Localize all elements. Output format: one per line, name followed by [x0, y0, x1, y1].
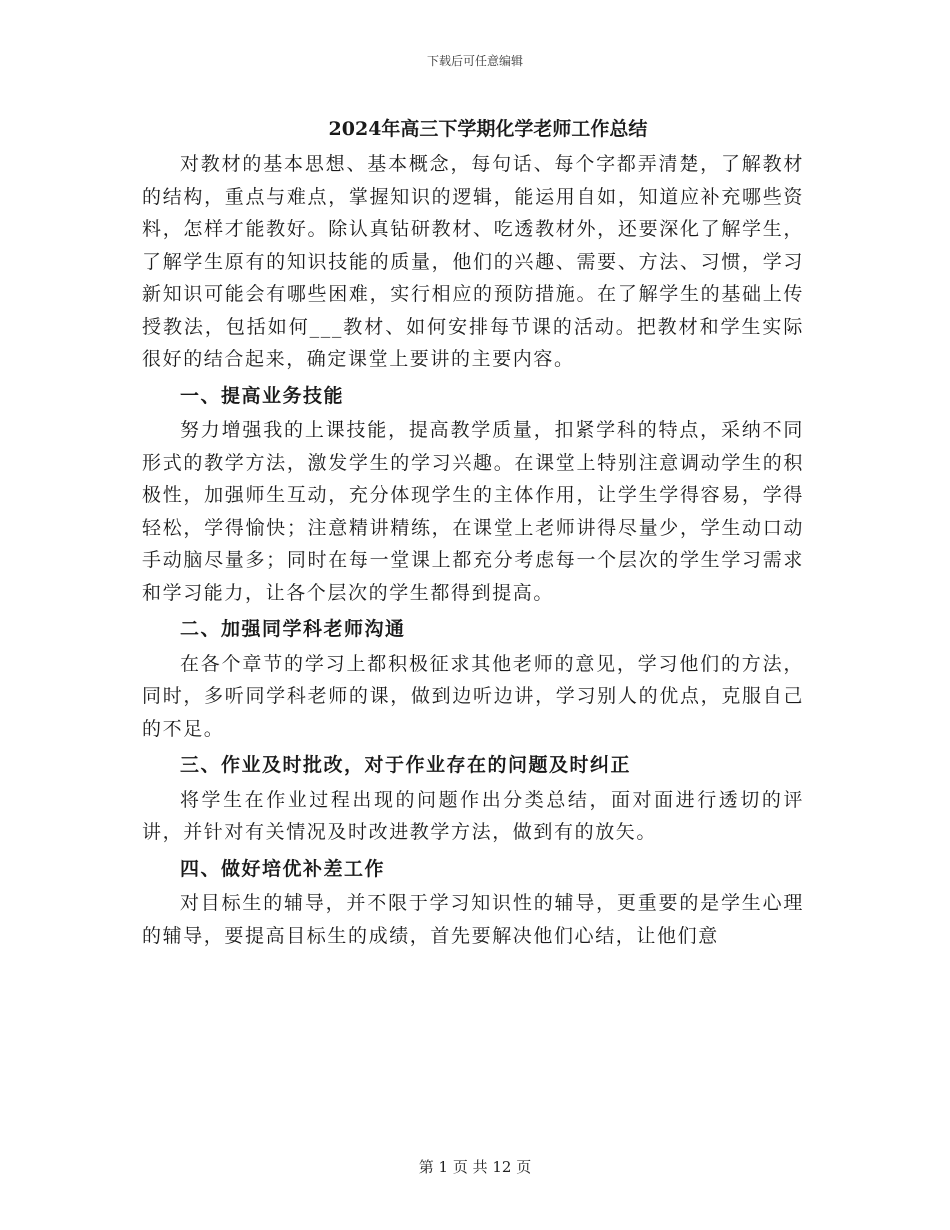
section-heading-2: 二、加强同学科老师沟通 — [180, 618, 406, 640]
page-number-footer: 第 1 页 共 12 页 — [418, 1158, 532, 1176]
section-body-2: 在各个章节的学习上都积极征求其他老师的意见，学习他们的方法，同时，多听同学科老师的课，做到边听边讲，学习别人的优点，克服自己的不足。 — [142, 652, 804, 740]
section-body-4: 对目标生的辅导，并不限于学习知识性的辅导，更重要的是学生心理的辅导，要提高目标生的成绩，首先要解决他们心结，让他们意 — [142, 892, 804, 947]
section-heading-1: 一、提高业务技能 — [180, 384, 345, 407]
section-body-1: 努力增强我的上课技能，提高教学质量，扣紧学科的特点，采纳不同形式的教学方法，激发学生的学习兴趣。在课堂上特别注意调动学生的积极性，加强师生互动，充分体现学生的主体作用，让学生学得容易，学得轻松，学得愉快；注意精讲精练，在课堂上老师讲得尽量少，学生动口动手动脑尽量多；同时在每一堂课上都充分考虑每一个层次的学生学习需求和学习能力，让各个层次的学生都得到提高。 — [142, 419, 804, 604]
intro-paragraph: 对教材的基本思想、基本概念，每句话、每个字都弄清楚，了解教材的结构，重点与难点，掌握知识的逻辑，能运用自如，知道应补充哪些资料，怎样才能教好。除认真钻研教材、吃透教材外，还要深化了解学生，了解学生原有的知识技能的质量，他们的兴趣、需要、方法、习惯，学习新知识可能会有哪些困难，实行相应的预防措施。在了解学生的基础上传授教法，包括如何___教材、如何安排每节课的活动。把教材和学生实际很好的结合起来，确定课堂上要讲的主要内容。 — [142, 153, 804, 370]
section-body-3: 将学生在作业过程出现的问题作出分类总结，面对面进行透切的评讲，并针对有关情况及时改进教学方法，做到有的放矢。 — [142, 788, 804, 843]
page-header-note: 下载后可任意编辑 — [426, 54, 523, 68]
document-body — [142, 112, 804, 952]
section-heading-4: 四、做好培优补差工作 — [180, 857, 386, 880]
document-title: 2024年高三下学期化学老师工作总结 — [328, 118, 648, 140]
section-heading-3: 三、作业及时批改，对于作业存在的问题及时纠正 — [180, 754, 632, 776]
